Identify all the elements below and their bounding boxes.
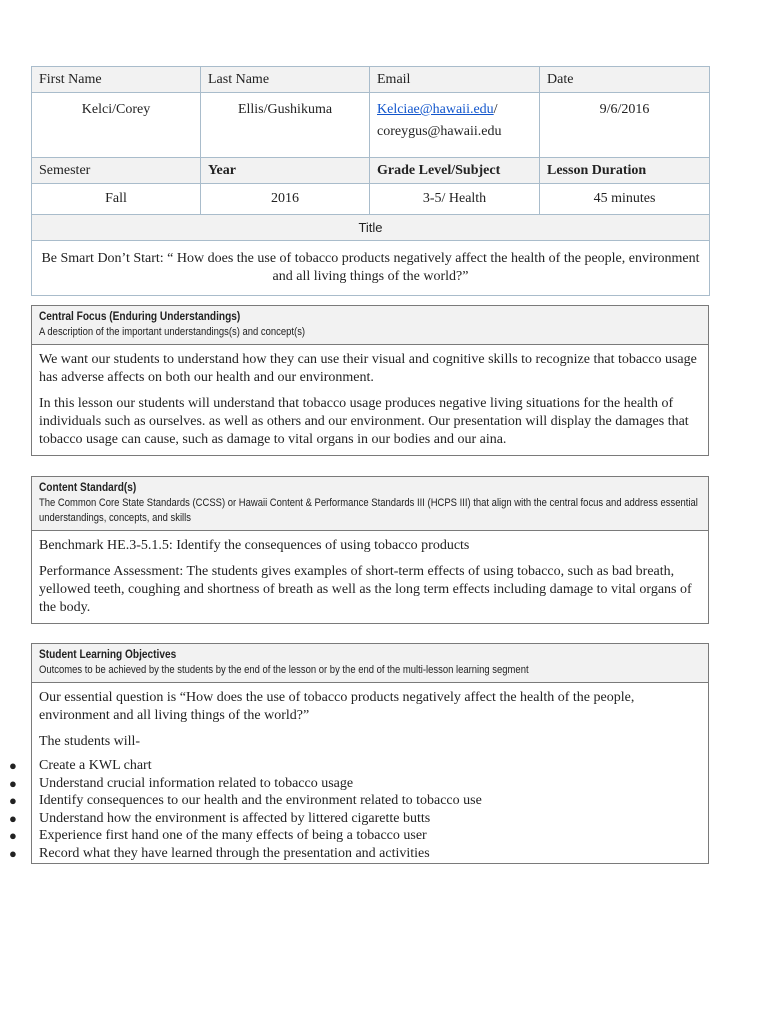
content-standards-title: Content Standard(s) bbox=[39, 482, 137, 494]
bullet-icon: ● bbox=[9, 758, 17, 773]
central-focus-title: Central Focus (Enduring Understandings) bbox=[39, 311, 241, 323]
date-value: 9/6/2016 bbox=[540, 93, 710, 158]
content-standards-description: The Common Core State Standards (CCSS) or Hawaii Content & Performance Standards III (HCPS III) that align with the central focus and address essential understandings, concepts, and skills bbox=[39, 497, 698, 524]
list-item bbox=[9, 757, 700, 775]
central-focus-description: A description of the important understandings(s) and concept(s) bbox=[39, 326, 306, 338]
bullet-icon: ● bbox=[9, 828, 17, 843]
first-name-value: Kelci/Corey bbox=[32, 93, 201, 158]
content-standards-section bbox=[31, 476, 709, 624]
students-will-paragraph: The students will- bbox=[39, 734, 141, 749]
list-item-text: Understand how the environment is affected by littered cigarette butts bbox=[39, 810, 431, 826]
last-name-label: Last Name bbox=[201, 67, 370, 93]
grade-value: 3-5/ Health bbox=[370, 184, 540, 215]
objectives-description: Outcomes to be achieved by the students by the end of the lesson or by the end of the multi-lesson learning segment bbox=[39, 664, 529, 676]
duration-value: 45 minutes bbox=[540, 184, 710, 215]
list-item-text: Experience first hand one of the many effects of being a tobacco user bbox=[39, 828, 427, 843]
info-value-row-2 bbox=[32, 184, 710, 215]
bullet-icon: ● bbox=[9, 775, 17, 791]
objectives-list bbox=[9, 757, 700, 862]
bullet-icon: ● bbox=[9, 793, 17, 808]
bullet-icon: ● bbox=[9, 845, 17, 861]
lesson-info-table bbox=[31, 66, 710, 296]
central-focus-body bbox=[32, 345, 708, 455]
info-value-row bbox=[32, 93, 710, 158]
list-item bbox=[9, 827, 700, 845]
lesson-title: Be Smart Don’t Start: “ How does the use of tobacco products negatively affect the health of the people, environment and all living things of the world?” bbox=[32, 241, 710, 296]
last-name-value: Ellis/Gushikuma bbox=[201, 93, 370, 158]
date-label: Date bbox=[540, 67, 710, 93]
title-label: Title bbox=[32, 215, 710, 241]
semester-value: Fall bbox=[32, 184, 201, 215]
list-item-text: Identify consequences to our health and the environment related to tobacco use bbox=[39, 793, 482, 808]
content-standards-body bbox=[32, 531, 708, 623]
first-name-label: First Name bbox=[32, 67, 201, 93]
central-focus-header bbox=[32, 306, 708, 345]
list-item bbox=[9, 792, 700, 810]
info-label-row bbox=[32, 67, 710, 93]
info-label-row-2 bbox=[32, 158, 710, 184]
semester-label: Semester bbox=[32, 158, 201, 184]
list-item-text: Record what they have learned through the presentation and activities bbox=[39, 845, 430, 861]
year-label: Year bbox=[201, 158, 370, 184]
list-item bbox=[9, 775, 700, 793]
email-corey: coreygus@hawaii.edu bbox=[377, 124, 502, 139]
email-value-cell bbox=[370, 93, 540, 158]
central-focus-section bbox=[31, 305, 709, 456]
performance-assessment-paragraph: Performance Assessment: The students gives examples of short-term effects of using tobacco, such as bad breath, yellowed teeth, coughing and shortness of breath as well as the long term effects including damage to vital organs of the body. bbox=[39, 564, 692, 615]
objectives-section bbox=[9, 643, 709, 864]
objectives-header bbox=[32, 644, 708, 683]
bullet-icon: ● bbox=[9, 810, 17, 826]
list-item bbox=[9, 810, 700, 828]
list-item-text: Understand crucial information related to tobacco usage bbox=[39, 775, 354, 791]
grade-label: Grade Level/Subject bbox=[370, 158, 540, 184]
email-separator: / bbox=[493, 102, 498, 117]
title-label-row bbox=[32, 215, 710, 241]
title-row bbox=[32, 241, 710, 296]
content-standards-header bbox=[32, 477, 708, 531]
essential-question-paragraph: Our essential question is “How does the use of tobacco products negatively affect the health of the people, environment and all living things of the world?” bbox=[39, 690, 635, 723]
central-focus-paragraph: In this lesson our students will understand that tobacco usage produces negative living situations for the health of individuals such as ourselves. as well as others and our environment. Our presentation will display the damages that tobacco usage can cause, such as damage to vital organs in our bodies and our aina. bbox=[39, 396, 689, 447]
central-focus-paragraph: We want our students to understand how they can use their visual and cognitive skills to recognize that tobacco usage has adverse affects on both our health and our environment. bbox=[39, 352, 697, 385]
objectives-body bbox=[9, 683, 708, 863]
list-item-text: Create a KWL chart bbox=[39, 758, 152, 773]
objectives-title: Student Learning Objectives bbox=[39, 649, 177, 661]
email-label: Email bbox=[370, 67, 540, 93]
email-link-kelci[interactable]: Kelciae@hawaii.edu bbox=[377, 102, 494, 117]
year-value: 2016 bbox=[201, 184, 370, 215]
duration-label: Lesson Duration bbox=[540, 158, 710, 184]
benchmark-paragraph: Benchmark HE.3-5.1.5: Identify the consequences of using tobacco products bbox=[39, 538, 470, 553]
list-item bbox=[9, 845, 700, 863]
